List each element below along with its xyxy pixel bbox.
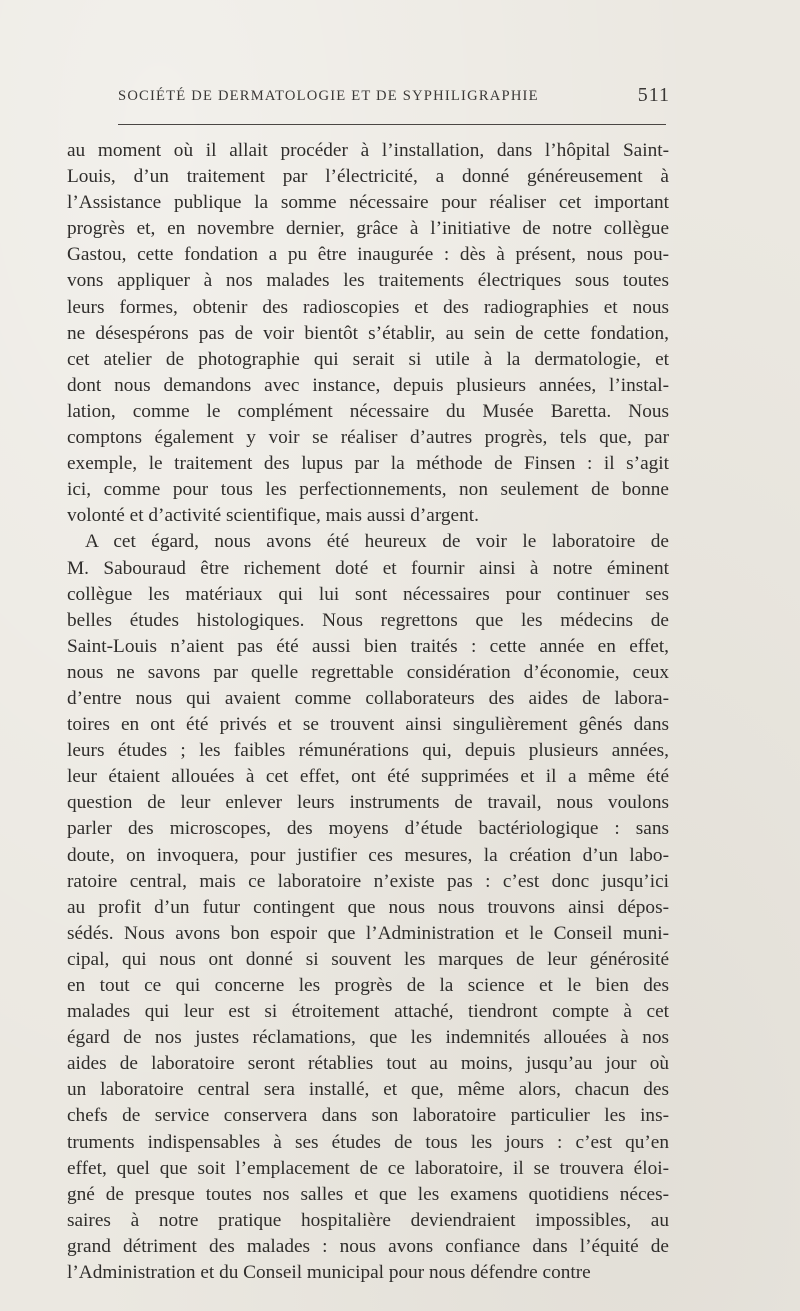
text-line: grand détriment des malades : nous avons confiance dans l’équité de <box>67 1235 669 1257</box>
text-line: progrès et, en novembre dernier, grâce à l’initiative de notre collègue <box>67 218 669 240</box>
text-line: un laboratoire central sera installé, et que, même alors, chacun des <box>67 1079 669 1101</box>
text-line: l’Assistance publique la somme nécessaire pour réaliser cet important <box>67 192 669 214</box>
text-line: M. Sabouraud être richement doté et fournir ainsi à notre éminent <box>67 557 669 579</box>
text-line: l’Administration et du Conseil municipal pour nous défendre contre <box>67 1262 591 1284</box>
running-head <box>118 84 670 108</box>
running-title: SOCIÉTÉ DE DERMATOLOGIE ET DE SYPHILIGRAPHIE <box>118 88 539 104</box>
text-line: doute, on invoquera, pour justifier ces mesures, la création d’un labo- <box>67 844 669 866</box>
text-line: A cet égard, nous avons été heureux de voir le laboratoire de <box>85 531 669 553</box>
text-line: Gastou, cette fondation a pu être inaugurée : dès à présent, nous pou- <box>67 244 669 266</box>
text-line: collègue les matériaux qui lui sont nécessaires pour continuer ses <box>67 583 669 605</box>
text-line: belles études histologiques. Nous regrettons que les médecins de <box>67 609 669 631</box>
text-line: lation, comme le complément nécessaire du Musée Baretta. Nous <box>67 400 669 422</box>
page-number: 511 <box>637 84 670 106</box>
text-line: leurs études ; les faibles rémunérations qui, depuis plusieurs années, <box>67 740 669 762</box>
body-text <box>67 138 669 1286</box>
text-line: nous ne savons par quelle regrettable considération d’économie, ceux <box>67 661 669 683</box>
text-line: au moment où il allait procéder à l’installation, dans l’hôpital Saint- <box>67 140 669 161</box>
text-line: vons appliquer à nos malades les traitements électriques sous toutes <box>67 270 669 292</box>
text-line: leur étaient allouées à cet effet, ont été supprimées et il a même été <box>67 766 669 788</box>
text-line: toires en ont été privés et se trouvent ainsi singulièrement gênés dans <box>67 714 669 736</box>
text-line: ici, comme pour tous les perfectionnements, non seulement de bonne <box>67 479 669 501</box>
text-line: gné de presque toutes nos salles et que les examens quotidiens néces- <box>67 1183 669 1205</box>
text-line: comptons également y voir se réaliser d’autres progrès, tels que, par <box>67 427 669 449</box>
text-line: d’entre nous qui avaient comme collaborateurs des aides de labora- <box>67 687 669 709</box>
text-line: Saint-Louis n’aient pas été aussi bien traités : cette année en effet, <box>67 635 669 657</box>
text-line: ne désespérons pas de voir bientôt s’établir, au sein de cette fondation, <box>67 322 669 344</box>
header-rule <box>118 124 666 125</box>
text-line: volonté et d’activité scientifique, mais aussi d’argent. <box>67 505 479 527</box>
text-line: aides de laboratoire seront rétablies tout au moins, jusqu’au jour où <box>67 1053 669 1075</box>
text-line: malades qui leur est si étroitement attaché, tiendront compte à cet <box>67 1001 669 1023</box>
text-line: cipal, qui nous ont donné si souvent les marques de leur générosité <box>67 948 669 970</box>
text-line: chefs de service conservera dans son laboratoire particulier les ins- <box>67 1105 669 1127</box>
text-line: truments indispensables à ses études de tous les jours : c’est qu’en <box>67 1131 669 1153</box>
text-line: égard de nos justes réclamations, que les indemnités allouées à nos <box>67 1027 669 1049</box>
text-line: dont nous demandons avec instance, depuis plusieurs années, l’instal- <box>67 374 669 396</box>
text-line: au profit d’un futur contingent que nous nous trouvons ainsi dépos- <box>67 896 669 918</box>
text-line: saires à notre pratique hospitalière deviendraient impossibles, au <box>67 1209 669 1231</box>
text-line: sédés. Nous avons bon espoir que l’Administration et le Conseil muni- <box>67 922 669 944</box>
text-line: Louis, d’un traitement par l’électricité, a donné généreusement à <box>67 166 669 188</box>
text-line: effet, quel que soit l’emplacement de ce laboratoire, il se trouvera éloi- <box>67 1157 669 1179</box>
text-line: parler des microscopes, des moyens d’étude bactériologique : sans <box>67 818 669 840</box>
text-line: leurs formes, obtenir des radioscopies et des radiographies et nous <box>67 296 669 318</box>
text-line: exemple, le traitement des lupus par la méthode de Finsen : il s’agit <box>67 453 669 475</box>
text-line: question de leur enlever leurs instruments de travail, nous voulons <box>67 792 669 814</box>
text-line: cet atelier de photographie qui serait si utile à la dermatologie, et <box>67 348 669 370</box>
text-line: en tout ce qui concerne les progrès de la science et le bien des <box>67 975 669 996</box>
text-line: ratoire central, mais ce laboratoire n’existe pas : c’est donc jusqu’ici <box>67 870 669 892</box>
